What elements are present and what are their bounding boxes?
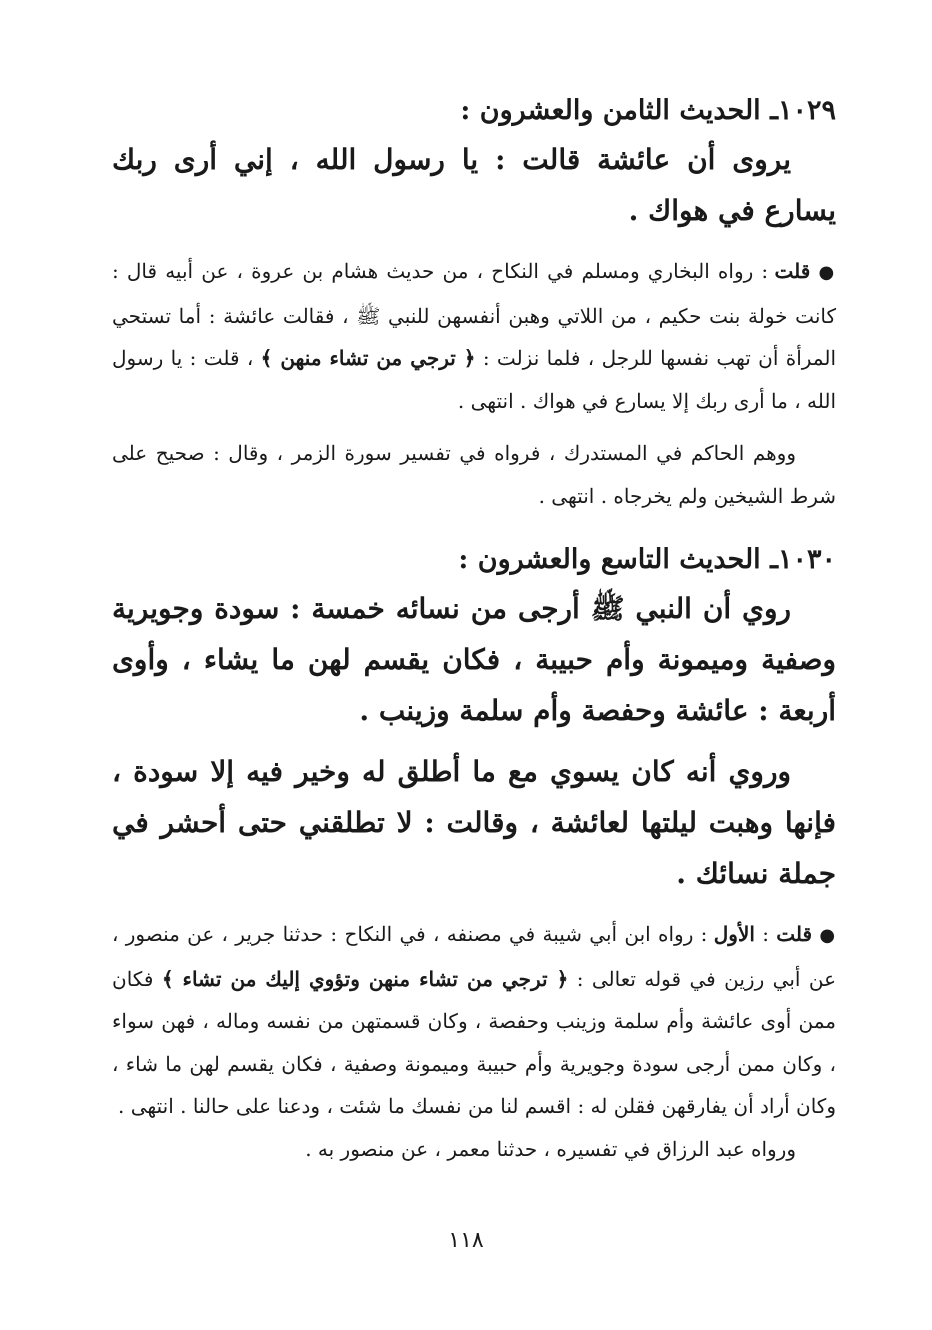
bullet-icon: ●	[818, 262, 836, 283]
commentary-lead-first: الأول	[713, 922, 755, 946]
commentary-text: : رواه البخاري ومسلم في النكاح ، من حديث هشام بن عروة ، عن أبيه قال : كانت خولة بنت حكيم ، من اللاتي وهبن أنفسهن للنبي ﷺ ، فقالت عائشة : أما تستحي المرأة أن تهب نفسها للرجل ، فلما نزلت :	[112, 259, 836, 370]
commentary-lead: قلت	[774, 259, 811, 283]
commentary-text: ، قلت : يا رسول الله ، ما أرى ربك إلا يسارع في هواك . انتهى .	[112, 346, 836, 413]
hadith-text-1030-b: وروي أنه كان يسوي مع ما أطلق له وخير فيه إلا سودة ، فإنها وهبت ليلتها لعائشة ، وقالت : لا تطلقني حتى أحشر في جملة نسائك .	[112, 755, 836, 890]
commentary-1029-extra: ووهم الحاكم في المستدرك ، فرواه في تفسير سورة الزمر ، وقال : صحيح على شرط الشيخين ولم يخرجاه . انتهى .	[112, 441, 836, 508]
hadith-heading-1029: ١٠٢٩ـ الحديث الثامن والعشرون :	[460, 95, 836, 126]
commentary-1029	[112, 250, 836, 422]
hadith-text-1029: يروى أن عائشة قالت : يا رسول الله ، إني أرى ربك يسارع في هواك .	[112, 143, 836, 227]
bullet-icon: ●	[819, 925, 836, 946]
hadith-text-1030-a: روي أن النبي ﷺ أرجى من نسائه خمسة : سودة وجويرية وصفية وميمونة وأم حبيبة ، فكان يقسم لهن ما يشاء ، وأوى أربعة : عائشة وحفصة وأم سلمة وزينب .	[112, 592, 836, 727]
hadith-heading-1030: ١٠٣٠ـ الحديث التاسع والعشرون :	[458, 544, 836, 575]
quran-quote: ﴿ ترجي من تشاء منهن ﴾	[260, 346, 476, 370]
quran-quote: ﴿ ترجي من تشاء منهن وتؤوي إليك من تشاء ﴾	[161, 966, 569, 991]
page-body	[112, 88, 836, 1170]
page-number: ١١٨	[448, 1228, 484, 1253]
commentary-text: فكان ممن أوى عائشة وأم سلمة وزينب وحفصة ، وكان قسمتهن من نفسه وماله ، فهن سواء ، وكان ممن أرجى سودة وجويرية وأم حبيبة وميمونة وصفية ، فكان يقسم لهن ما شاء ، وكان أراد أن يفارقهن فقلن له : اقسم لنا من نفسك ما شئت ، ودعنا على حالنا . انتهى .	[112, 966, 836, 1118]
commentary-sep: :	[754, 922, 777, 946]
commentary-1030-extra: ورواه عبد الرزاق في تفسيره ، حدثنا معمر ، عن منصور به .	[305, 1136, 796, 1161]
commentary-text: : رواه ابن أبي شيبة في مصنفه ، في النكاح : حدثنا جرير ، عن منصور ، عن أبي رزين في قوله تعالى :	[112, 922, 837, 991]
commentary-1030	[112, 913, 836, 1128]
commentary-lead: قلت	[776, 922, 813, 946]
